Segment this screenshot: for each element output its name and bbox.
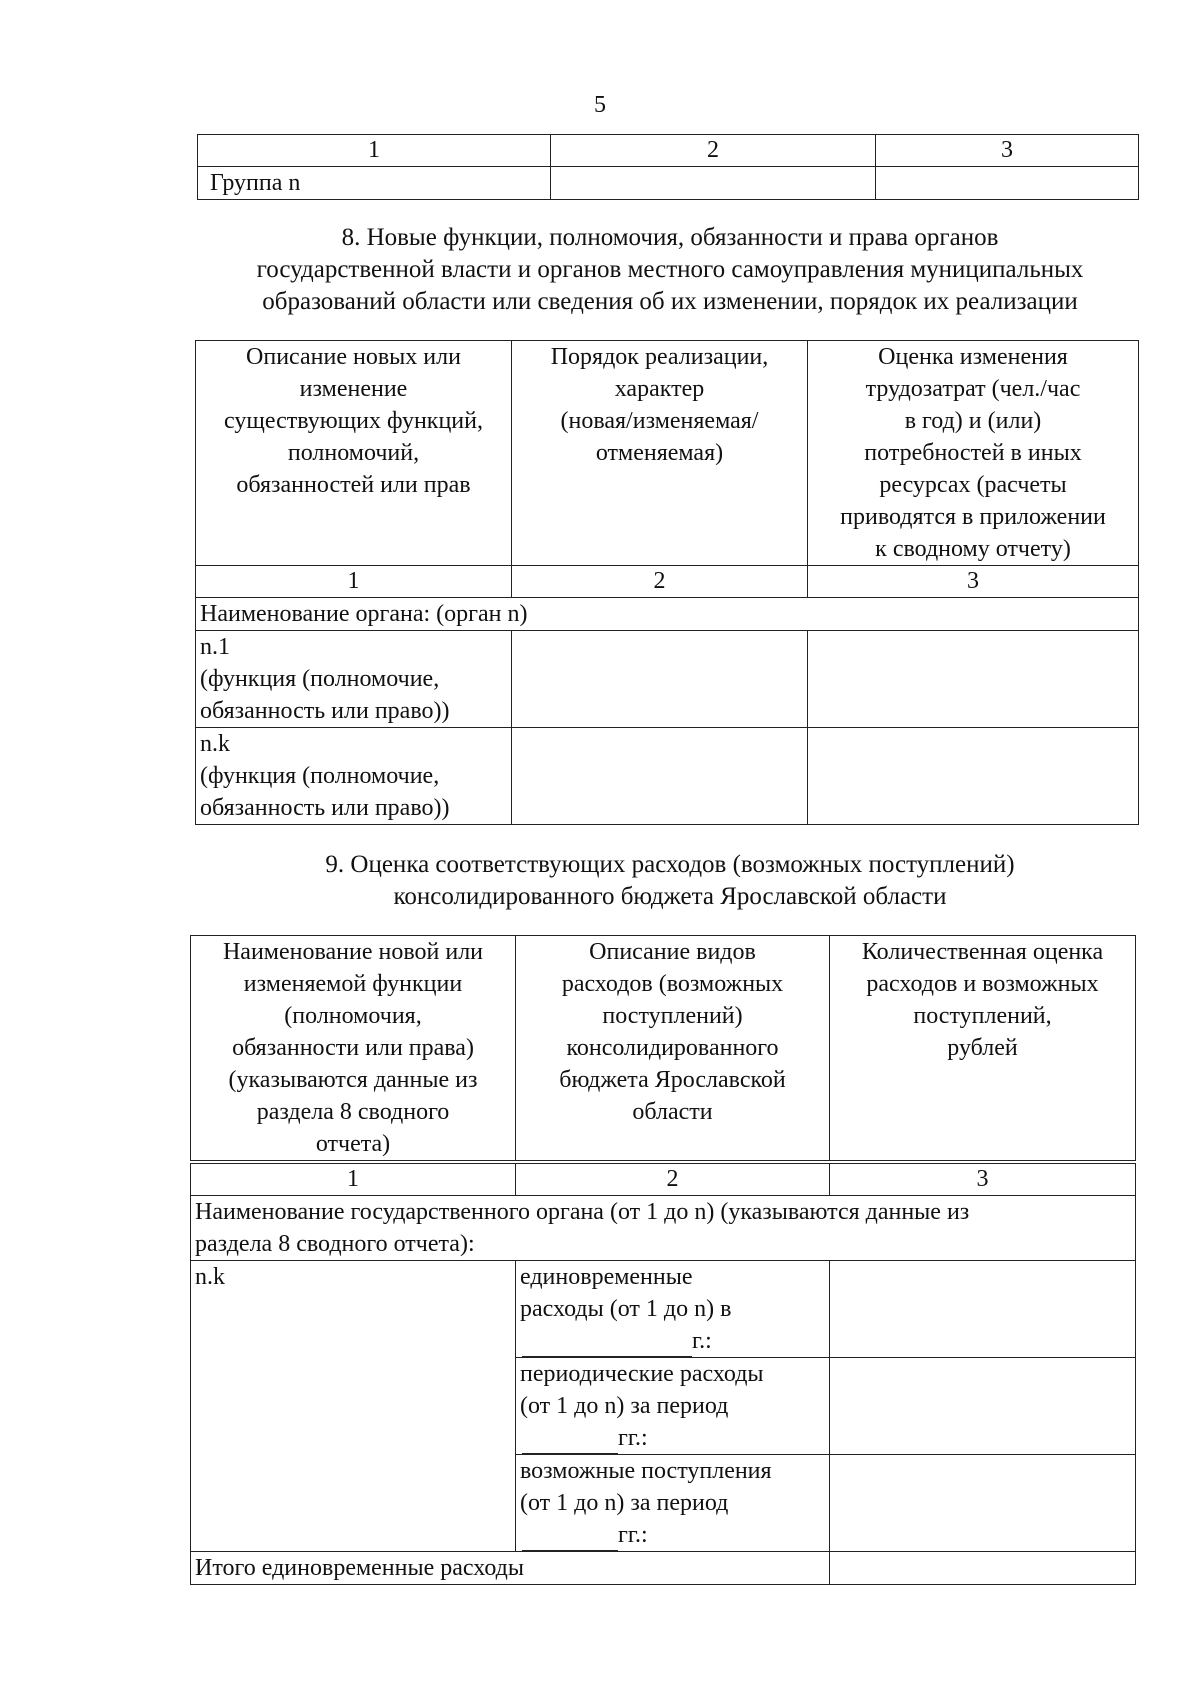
organ-name-row: Наименование государственного органа (от 1 до n) (указываются данные из раздела 8 сводного отчета): [191,1196,1136,1261]
empty-cell [830,1552,1136,1585]
empty-cell [512,631,808,728]
column-number: 1 [196,566,512,598]
page-number: 5 [594,92,606,118]
function-cell: n.k (функция (полномочие, обязанность или право)) [196,728,512,825]
column-number: 2 [516,1164,830,1196]
table-header-row [196,341,1139,566]
empty-cell [876,167,1139,200]
table-row [198,167,1139,200]
column-number: 3 [830,1164,1136,1196]
column-number: 1 [198,135,551,167]
column-number: 2 [551,135,876,167]
empty-cell [830,1261,1136,1358]
function-cell: n.1 (функция (полномочие, обязанность или право)) [196,631,512,728]
table-header-row [191,936,1136,1161]
total-label: Итого единовременные расходы [191,1552,830,1585]
organ-name-row: Наименование органа: (орган n) [196,598,1139,631]
empty-cell [808,728,1139,825]
header-cell: Оценка изменения трудозатрат (чел./час в год) и (или) потребностей в иных ресурсах (расчеты приводятся в приложении к сводному отчету) [808,341,1139,566]
table-row [196,598,1139,631]
header-cell: Наименование новой или изменяемой функции (полномочия, обязанности или права) (указываются данные из раздела 8 сводного отчета) [191,936,516,1161]
section-9-header-table [190,935,1136,1161]
column-number: 1 [191,1164,516,1196]
expense-item: возможные поступления (от 1 до n) за период гг.: [516,1455,830,1552]
blank-line [522,1330,692,1357]
table-row [198,135,1139,167]
column-number: 3 [876,135,1139,167]
top-table [197,134,1139,200]
section-8-heading: 8. Новые функции, полномочия, обязанности и права органов государственной власти и органов местного самоуправления муниципальных образований области или сведения об их изменении, порядок их реализации [256,224,1084,315]
empty-cell [830,1358,1136,1455]
table-row [191,1552,1136,1585]
column-number: 2 [512,566,808,598]
section-9-heading: 9. Оценка соответствующих расходов (возможных поступлений) консолидированного бюджета Ярославской области [325,851,1015,910]
header-cell: Количественная оценка расходов и возможных поступлений, рублей [830,936,1136,1161]
empty-cell [808,631,1139,728]
expense-item: единовременные расходы (от 1 до n) в г.: [516,1261,830,1358]
section-9-table [190,1163,1136,1585]
column-number: 3 [808,566,1139,598]
empty-cell [551,167,876,200]
empty-cell [830,1455,1136,1552]
table-row [196,566,1139,598]
empty-cell [512,728,808,825]
section-8-table [195,340,1139,825]
table-row [191,1261,1136,1358]
blank-line [522,1524,618,1551]
blank-line [522,1427,618,1454]
group-label: Группа n [198,167,551,200]
header-cell: Описание видов расходов (возможных поступлений) консолидированного бюджета Ярославской области [516,936,830,1161]
table-row [191,1164,1136,1196]
table-row [196,728,1139,825]
header-cell: Порядок реализации, характер (новая/изменяемая/ отменяемая) [512,341,808,566]
table-row [196,631,1139,728]
function-code-cell: n.k [191,1261,516,1552]
header-cell: Описание новых или изменение существующих функций, полномочий, обязанностей или прав [196,341,512,566]
table-row [191,1196,1136,1261]
expense-item: периодические расходы (от 1 до n) за период гг.: [516,1358,830,1455]
